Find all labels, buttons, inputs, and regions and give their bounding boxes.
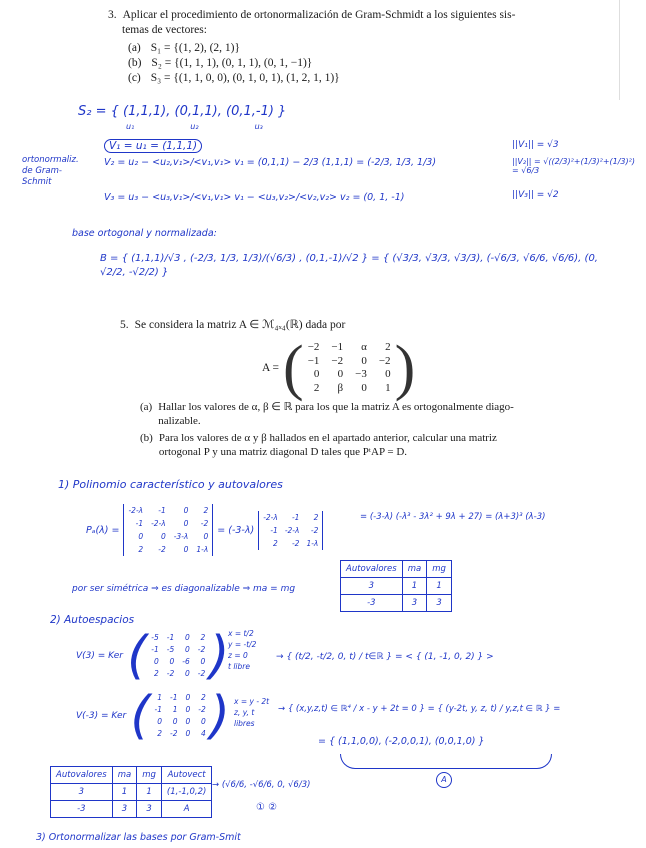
- list-item: (a) S₁ = {(1, 2), (2, 1)}: [128, 42, 241, 54]
- matrix-label: A =: [262, 361, 280, 374]
- hand-u-labels: u₁ u₂ u₃: [126, 122, 263, 131]
- table-row: -3 3 3: [341, 595, 452, 612]
- hand-vm3-basis: = { (1,1,0,0), (-2,0,0,1), (0,0,1,0) }: [318, 736, 485, 747]
- table-row: -3 3 3 A: [51, 801, 212, 818]
- table-row: Autovalores ma mg: [341, 561, 452, 578]
- hand-v3-result: → { (t/2, -t/2, 0, t) / t∈ℝ } = < { (1, -1, 0, 2) } >: [276, 652, 494, 662]
- table-row: 3 1 1: [341, 578, 452, 595]
- matrix-a: [262, 334, 416, 402]
- problem-3: [108, 8, 538, 86]
- hand-vm3-kernel: V(-3) = Ker ( 1 -1 0 2 -1 1 0 -2 0 0 0 0 2 -2 0 4 ): [76, 686, 231, 746]
- hand-marks: ① ②: [256, 802, 278, 813]
- problem-5-items: [140, 400, 535, 459]
- list-item: (b) S₂ = {(1, 1, 1), (0, 1, 1), (0, 1, −1)}: [128, 57, 313, 69]
- hand-det4: -2-λ -1 0 2 -1 -2-λ 0 -2 0 0 -3-λ 0 2 -2 0 1-λ: [123, 504, 213, 556]
- hand-v3: V₃ = u₃ − <u₃,v₁>/<v₁,v₁> v₁ − <u₃,v₂>/<v₂,v₂> v₂ = (0, 1, -1): [104, 192, 405, 203]
- hand-heading-1: 1) Polinomio característico y autovalores: [58, 478, 283, 491]
- table-row: 3 1 1 (1,-1,0,2): [51, 784, 212, 801]
- hand-norm1: ||V₁|| = √3: [512, 140, 559, 150]
- hand-vm3-result: → { (x,y,z,t) ∈ ℝ⁴ / x - y + 2t = 0 } = { (y-2t, y, z, t) / y,z,t ∈ ℝ } =: [278, 704, 561, 714]
- hand-base-line: B = { (1,1,1)/√3 , (-2/3, 1/3, 1/3)/(√6/3) , (0,1,-1)/√2 } = { (√3/3, √3/3, √3/3), (-√6/3, √6/6, √6/6), (0, √2/2, -√2/2) }: [100, 253, 598, 278]
- hand-s2-line: S₂ = { (1,1,1), (0,1,1), (0,1,-1) }: [78, 104, 287, 119]
- hand-base-heading: base ortogonal y normalizada:: [72, 228, 217, 239]
- problem-number: 3.: [108, 9, 117, 21]
- eigen-table-2: [50, 766, 212, 818]
- table-row: Autovalores ma mg Autovect: [51, 767, 212, 784]
- list-item: (a) Hallar los valores de α, β ∈ ℝ para los que la matriz A es ortogonalmente diago- nalizable.: [140, 401, 514, 427]
- problem-statement: Se considera la matriz A ∈ ℳ₄ₓ₄(ℝ) dada por: [134, 319, 346, 331]
- problem-5: [120, 318, 540, 333]
- hand-norm2: ||V₂|| = √((2/3)²+(1/3)²+(1/3)²) = √6/3: [512, 157, 635, 175]
- brace-underline: [340, 754, 552, 769]
- hand-v3-kernel: V(3) = Ker ( -5 -1 0 2 -1 -5 0 -2 0 0 -6 0 2 -2 0 -2 ): [76, 626, 230, 686]
- hand-poly-result: = (-3-λ) (-λ³ - 3λ² + 9λ + 27) = (λ+3)³ (λ-3): [360, 512, 546, 522]
- problem-3-items: [108, 41, 538, 86]
- hand-v3-solution: x = t/2 y = -t/2 z = 0 t libre: [228, 629, 257, 671]
- hand-sym-note: por ser simétrica ⇒ es diagonalizable ⇒ ma = mg: [72, 584, 296, 594]
- hand-v2: V₂ = u₂ − <u₂,v₁>/<v₁,v₁> v₁ = (0,1,1) − 2/3 (1,1,1) = (-2/3, 1/3, 1/3): [104, 157, 437, 168]
- problem-statement-line1: Aplicar el procedimiento de ortonormalización de Gram-Schmidt a los siguientes sis-: [122, 9, 516, 21]
- list-item: (b) Para los valores de α y β hallados en el apartado anterior, calcular una matriz ortogonal P y una matriz diagonal D tales que PᵗAP = D.: [140, 432, 497, 458]
- mark-a-circle: A: [436, 772, 452, 788]
- hand-v1: V₁ = u₁ = (1,1,1): [104, 140, 202, 152]
- list-item: (c) S₃ = {(1, 1, 0, 0), (0, 1, 0, 1), (1, 2, 1, 1)}: [128, 72, 340, 84]
- hand-char-poly: Pₐ(λ) = -2-λ -1 0 2 -1 -2-λ 0 -2 0 0 -3-λ 0 2 -2 0 1-λ = (-3-λ) -2-λ -1 2 -1 -2-λ -2 2 -2 1-λ: [86, 504, 323, 556]
- hand-vm3-solution: x = y - 2t z, y, t libres: [234, 697, 270, 728]
- hand-det3: -2-λ -1 2 -1 -2-λ -2 2 -2 1-λ: [258, 511, 323, 550]
- eigen-table-1: [340, 560, 452, 612]
- hand-normalized-vec: → (√6/6, -√6/6, 0, √6/3): [212, 780, 311, 790]
- matrix-entries: −2 −1 α 2 −1 −2 0 −2 0 0 −3 0 2 β 0 1: [307, 341, 391, 394]
- hand-heading-3: 3) Ortonormalizar las bases por Gram-Smit: [36, 832, 241, 843]
- hand-norm3: ||V₃|| = √2: [512, 190, 559, 200]
- left-paren: (: [283, 334, 304, 402]
- page-margin-line: [619, 0, 620, 100]
- right-paren: ): [394, 334, 416, 402]
- hand-side-label: ortonormaliz. de Gram-Schmit: [22, 155, 79, 187]
- hand-heading-2: 2) Autoespacios: [50, 614, 135, 626]
- problem-statement-line2: temas de vectores:: [122, 24, 207, 36]
- problem-number: 5.: [120, 319, 129, 331]
